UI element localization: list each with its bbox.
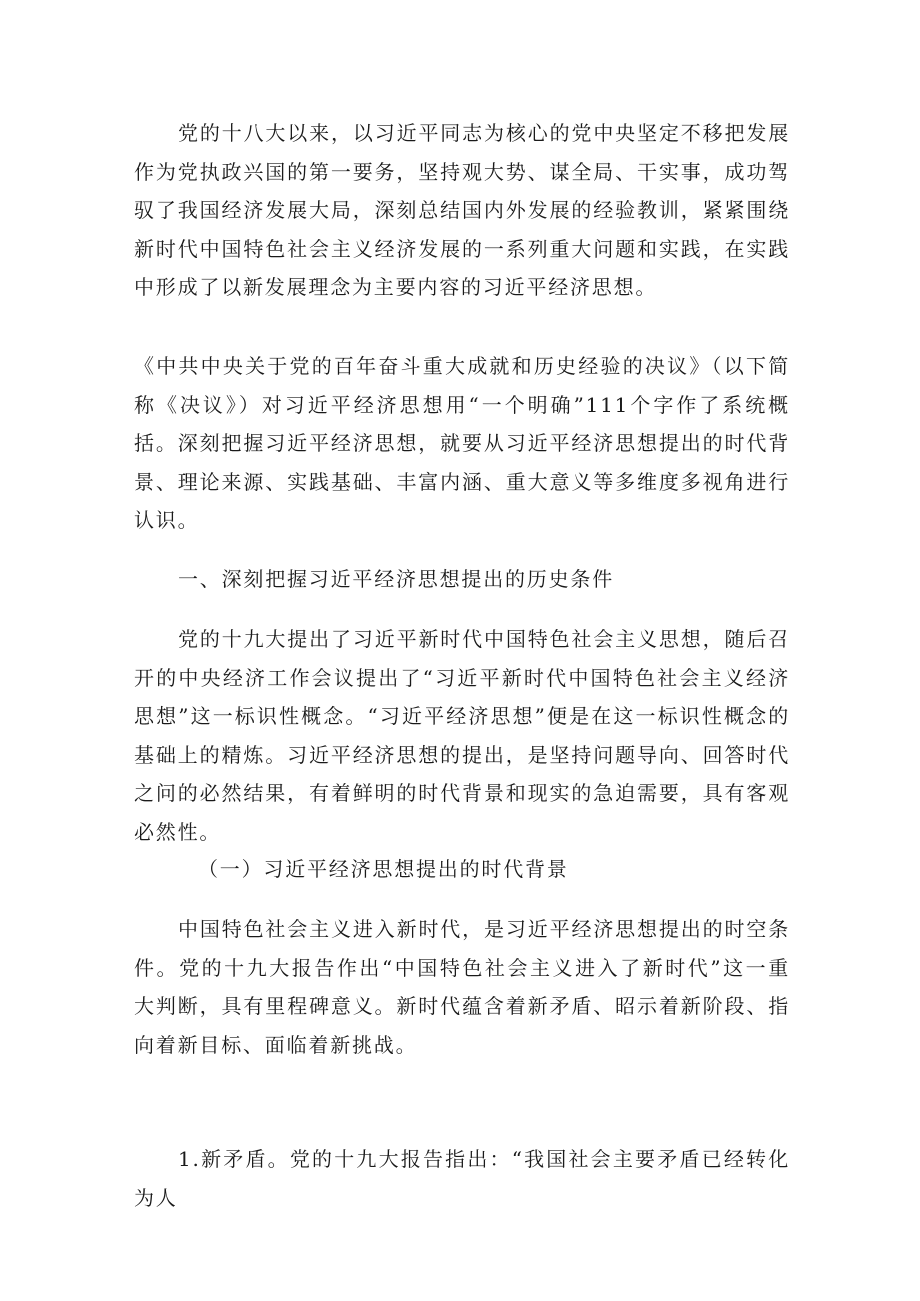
subsection-heading-1: （一）习近平经济思想提出的时代背景 (198, 857, 569, 881)
paragraph-resolution: 《中共中央关于党的百年奋斗重大成就和历史经验的决议》（以下简称《决议》）对习近平经济思想用“一个明确”111个字作了系统概括。深刻把握习近平经济思想，就要从习近平经济思想提出的时代背景、理论来源、实践基础、丰富内涵、重大意义等多维度多视角进行认识。 (134, 354, 790, 532)
paragraph-new-era: 中国特色社会主义进入新时代，是习近平经济思想提出的时空条件。党的十九大报告作出“中国特色社会主义进入了新时代”这一重大判断，具有里程碑意义。新时代蕴含着新矛盾、昭示着新阶段、指向着新目标、面临着新挑战。 (134, 917, 790, 1057)
paragraph-new-contradiction: 1.新矛盾。党的十九大报告指出：“我国社会主要矛盾已经转化为人 (134, 1147, 790, 1210)
paragraph-intro: 党的十八大以来，以习近平同志为核心的党中央坚定不移把发展作为党执政兴国的第一要务，坚持观大势、谋全局、干实事，成功驾驭了我国经济发展大局，深刻总结国内外发展的经验教训，紧紧围绕新时代中国特色社会主义经济发展的一系列重大问题和实践，在实践中形成了以新发展理念为主要内容的习近平经济思想。 (134, 121, 790, 299)
section-heading-1: 一、深刻把握习近平经济思想提出的历史条件 (178, 567, 614, 591)
paragraph-nineteenth-congress: 党的十九大提出了习近平新时代中国特色社会主义思想，随后召开的中央经济工作会议提出了“习近平新时代中国特色社会主义经济思想”这一标识性概念。“习近平经济思想”便是在这一标识性概念的基础上的精炼。习近平经济思想的提出，是坚持问题导向、回答时代之问的必然结果，有着鲜明的时代背景和现实的急迫需要，具有客观必然性。 (134, 627, 790, 844)
